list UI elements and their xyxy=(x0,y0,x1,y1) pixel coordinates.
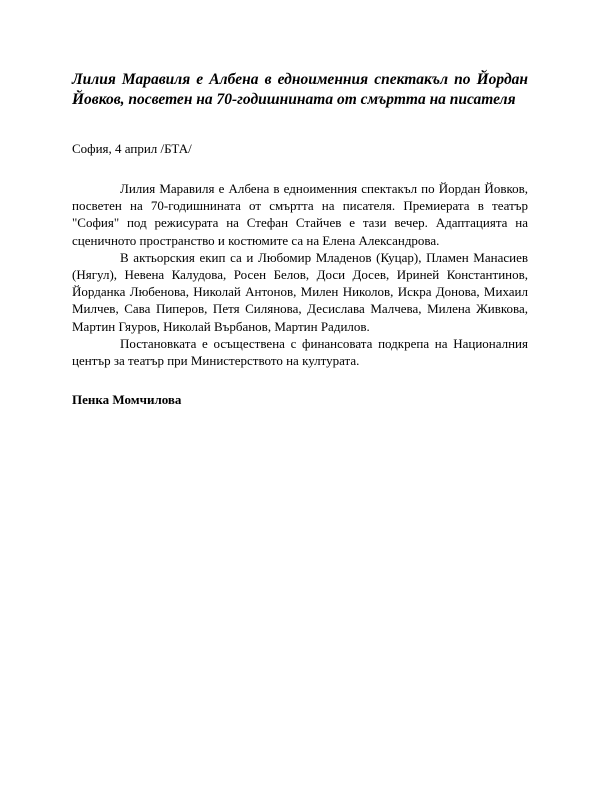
article-title: Лилия Маравиля е Албена в едноименния спектакъл по Йордан Йовков, посветен на 70-годишнината от смъртта на писателя xyxy=(72,71,528,108)
dateline: София, 4 април /БТА/ xyxy=(72,141,192,156)
article-body xyxy=(72,180,528,369)
document-page xyxy=(72,70,528,408)
body-paragraph: В актьорския екип са и Любомир Младенов (Куцар), Пламен Манасиев (Нягул), Невена Калудова, Росен Белов, Доси Досев, Ириней Константинов, Йорданка Любенова, Николай Антонов, Милен Николов, Искра Донова, Михаил Милчев, Сава Пиперов, Петя Силянова, Десислава Малчева, Милена Живкова, Мартин Гяуров, Николай Върбанов, Мартин Радилов. xyxy=(72,249,528,334)
body-paragraph: Лилия Маравиля е Албена в едноименния спектакъл по Йордан Йовков, посветен на 70-годишнината от смъртта на писателя. Премиерата в театър "София" под режисурата на Стефан Стайчев е тази вечер. Адаптацията на сценичното пространство и костюмите са на Елена Александрова. xyxy=(72,181,528,248)
body-paragraph: Постановката е осъществена с финансовата подкрепа на Националния център за театър при Министерството на културата. xyxy=(72,335,528,369)
author-name: Пенка Момчилова xyxy=(72,392,182,408)
